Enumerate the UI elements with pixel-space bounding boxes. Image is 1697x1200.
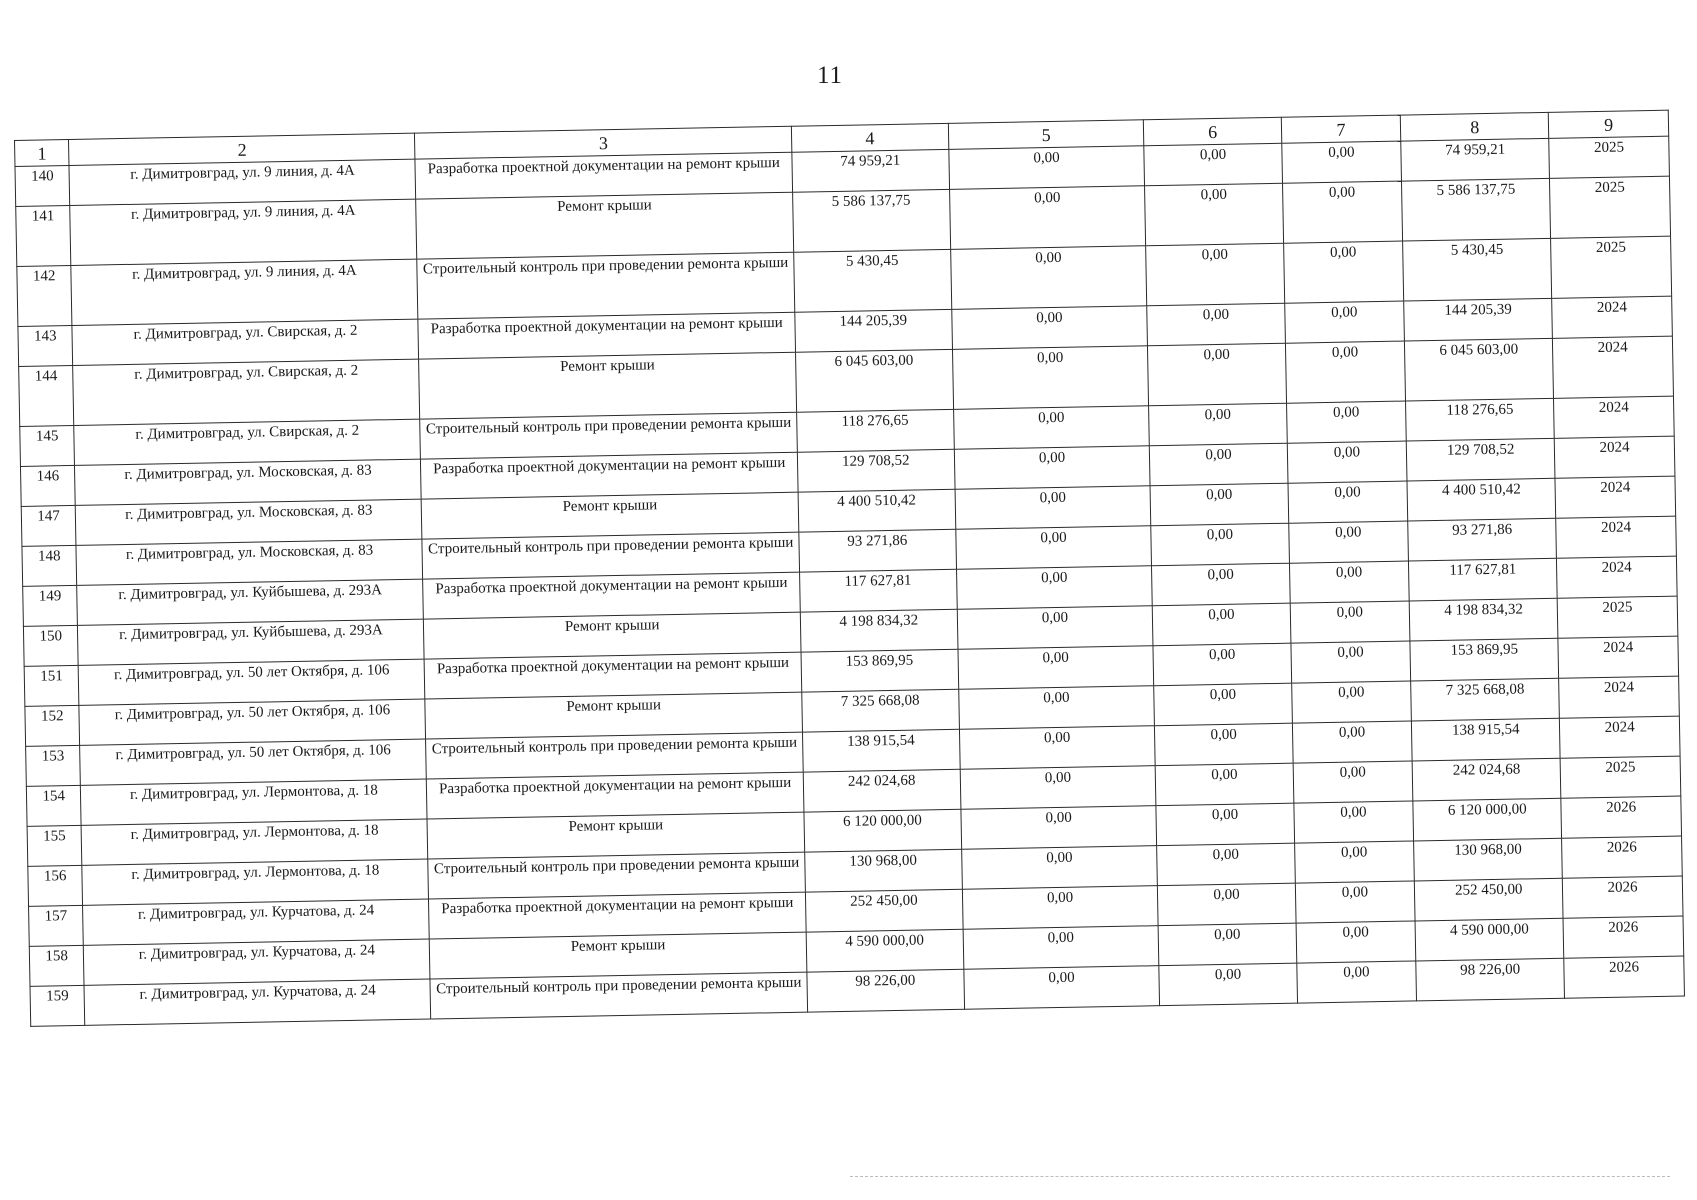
total-cost-cell: 252 450,00: [805, 889, 962, 932]
address-cell: г. Димитровград, ул. Московская, д. 83: [76, 539, 423, 585]
regional-budget-cell: 0,00: [1147, 303, 1285, 346]
year-cell: 2024: [1558, 636, 1678, 678]
work-type-cell: Ремонт крыши: [416, 192, 794, 259]
owners-funds-cell: 6 120 000,00: [1413, 798, 1562, 841]
row-number: 143: [18, 325, 73, 366]
fund-cell: 0,00: [950, 245, 1147, 309]
total-cost-cell: 117 627,81: [799, 569, 956, 612]
address-cell: г. Димитровград, ул. Куйбышева, д. 293А: [77, 579, 424, 625]
row-number: 144: [19, 365, 74, 426]
regional-budget-cell: 0,00: [1155, 723, 1293, 766]
fund-cell: 0,00: [951, 305, 1148, 349]
local-budget-cell: 0,00: [1294, 841, 1414, 883]
owners-funds-cell: 138 915,54: [1412, 718, 1561, 761]
total-cost-cell: 4 198 834,32: [800, 609, 957, 652]
repair-schedule-table: [14, 110, 1685, 1027]
row-number: 147: [21, 505, 76, 546]
local-budget-cell: 0,00: [1295, 881, 1415, 923]
address-cell: г. Димитровград, ул. 9 линия, д. 4А: [70, 199, 417, 265]
column-header-4: 4: [791, 123, 948, 152]
year-cell: 2024: [1556, 516, 1676, 558]
fund-cell: 0,00: [959, 725, 1156, 769]
local-budget-cell: 0,00: [1296, 921, 1416, 963]
total-cost-cell: 5 430,45: [794, 249, 952, 312]
row-number: 158: [29, 945, 84, 986]
local-budget-cell: 0,00: [1281, 141, 1401, 183]
year-cell: 2026: [1563, 876, 1683, 918]
address-cell: г. Димитровград, ул. 50 лет Октября, д. 106: [79, 659, 426, 705]
column-header-3: 3: [415, 126, 792, 159]
owners-funds-cell: 4 590 000,00: [1415, 918, 1564, 961]
row-number: 145: [20, 425, 75, 466]
work-type-cell: Строительный контроль при проведении ремонта крыши: [417, 252, 795, 319]
table-body: [15, 136, 1684, 1026]
total-cost-cell: 4 400 510,42: [798, 489, 955, 532]
year-cell: 2026: [1562, 836, 1682, 878]
fund-cell: 0,00: [963, 965, 1160, 1009]
year-cell: 2025: [1550, 176, 1671, 238]
fund-cell: 0,00: [958, 685, 1155, 729]
fund-cell: 0,00: [956, 565, 1153, 609]
local-budget-cell: 0,00: [1284, 301, 1404, 343]
year-cell: 2024: [1560, 716, 1680, 758]
local-budget-cell: 0,00: [1285, 341, 1406, 403]
owners-funds-cell: 7 325 668,08: [1411, 678, 1560, 721]
local-budget-cell: 0,00: [1291, 681, 1411, 723]
table-container: [14, 110, 1685, 1027]
year-cell: 2024: [1552, 296, 1672, 338]
address-cell: г. Димитровград, ул. Свирская, д. 2: [72, 319, 419, 365]
work-type-cell: Ремонт крыши: [425, 692, 802, 739]
owners-funds-cell: 117 627,81: [1409, 558, 1558, 601]
address-cell: г. Димитровград, ул. Лермонтова, д. 18: [81, 819, 428, 865]
regional-budget-cell: 0,00: [1152, 563, 1290, 606]
total-cost-cell: 129 708,52: [797, 449, 954, 492]
regional-budget-cell: 0,00: [1148, 343, 1286, 406]
fund-cell: 0,00: [957, 605, 1154, 649]
total-cost-cell: 98 226,00: [807, 969, 964, 1012]
address-cell: г. Димитровград, ул. Курчатова, д. 24: [84, 939, 431, 985]
regional-budget-cell: 0,00: [1151, 523, 1289, 566]
row-number: 157: [29, 905, 84, 946]
owners-funds-cell: 98 226,00: [1416, 958, 1565, 1001]
fund-cell: 0,00: [948, 145, 1145, 189]
address-cell: г. Димитровград, ул. 50 лет Октября, д. 106: [79, 699, 426, 745]
owners-funds-cell: 4 400 510,42: [1407, 478, 1556, 521]
address-cell: г. Димитровград, ул. Московская, д. 83: [75, 459, 422, 505]
column-header-7: 7: [1281, 115, 1401, 143]
fund-cell: 0,00: [953, 405, 1150, 449]
column-header-9: 9: [1549, 110, 1669, 138]
owners-funds-cell: 74 959,21: [1401, 138, 1550, 181]
fund-cell: 0,00: [955, 485, 1152, 529]
year-cell: 2026: [1561, 796, 1681, 838]
total-cost-cell: 153 869,95: [801, 649, 958, 692]
address-cell: г. Димитровград, ул. Свирская, д. 2: [74, 419, 421, 465]
owners-funds-cell: 153 869,95: [1410, 638, 1559, 681]
row-number: 151: [24, 665, 79, 706]
local-budget-cell: 0,00: [1293, 761, 1413, 803]
regional-budget-cell: 0,00: [1150, 443, 1288, 486]
total-cost-cell: 93 271,86: [799, 529, 956, 572]
year-cell: 2025: [1557, 596, 1677, 638]
work-type-cell: Строительный контроль при проведении ремонта крыши: [430, 972, 807, 1019]
regional-budget-cell: 0,00: [1144, 143, 1282, 186]
work-type-cell: Ремонт крыши: [422, 492, 799, 539]
total-cost-cell: 242 024,68: [803, 769, 960, 812]
regional-budget-cell: 0,00: [1151, 483, 1289, 526]
regional-budget-cell: 0,00: [1149, 403, 1287, 446]
fund-cell: 0,00: [960, 765, 1157, 809]
column-header-8: 8: [1401, 112, 1549, 140]
total-cost-cell: 130 968,00: [805, 849, 962, 892]
owners-funds-cell: 5 586 137,75: [1402, 178, 1551, 241]
local-budget-cell: 0,00: [1290, 601, 1410, 643]
work-type-cell: Ремонт крыши: [430, 932, 807, 979]
fund-cell: 0,00: [958, 645, 1155, 689]
local-budget-cell: 0,00: [1286, 401, 1406, 443]
regional-budget-cell: 0,00: [1153, 643, 1291, 686]
row-number: 146: [20, 465, 75, 506]
address-cell: г. Димитровград, ул. Свирская, д. 2: [73, 359, 420, 425]
year-cell: 2024: [1553, 336, 1674, 398]
regional-budget-cell: 0,00: [1153, 603, 1291, 646]
address-cell: г. Димитровград, ул. Лермонтова, д. 18: [81, 779, 428, 825]
row-number: 153: [26, 745, 81, 786]
row-number: 154: [26, 785, 81, 826]
owners-funds-cell: 5 430,45: [1403, 238, 1552, 301]
address-cell: г. Димитровград, ул. Курчатова, д. 24: [83, 899, 430, 945]
total-cost-cell: 6 120 000,00: [804, 809, 961, 852]
work-type-cell: Разработка проектной документации на ремонт крыши: [421, 452, 798, 499]
total-cost-cell: 5 586 137,75: [793, 189, 951, 252]
address-cell: г. Димитровград, ул. Куйбышева, д. 293А: [78, 619, 425, 665]
owners-funds-cell: 130 968,00: [1414, 838, 1563, 881]
page-number: 11: [816, 62, 844, 89]
owners-funds-cell: 118 276,65: [1406, 398, 1555, 441]
work-type-cell: Разработка проектной документации на ремонт крыши: [425, 652, 802, 699]
work-type-cell: Ремонт крыши: [419, 352, 797, 419]
address-cell: г. Димитровград, ул. Московская, д. 83: [76, 499, 423, 545]
local-budget-cell: 0,00: [1296, 961, 1416, 1003]
address-cell: г. Димитровград, ул. 9 линия, д. 4А: [69, 159, 416, 205]
local-budget-cell: 0,00: [1282, 181, 1403, 243]
local-budget-cell: 0,00: [1293, 801, 1413, 843]
year-cell: 2024: [1557, 556, 1677, 598]
row-number: 155: [27, 825, 82, 866]
year-cell: 2026: [1564, 956, 1684, 998]
row-number: 159: [30, 985, 85, 1026]
row-number: 148: [22, 545, 77, 586]
year-cell: 2025: [1551, 236, 1672, 298]
fund-cell: 0,00: [961, 805, 1158, 849]
year-cell: 2024: [1554, 396, 1674, 438]
owners-funds-cell: 6 045 603,00: [1405, 338, 1554, 401]
fund-cell: 0,00: [963, 925, 1160, 969]
column-header-5: 5: [948, 120, 1144, 149]
local-budget-cell: 0,00: [1292, 721, 1412, 763]
year-cell: 2026: [1563, 916, 1683, 958]
work-type-cell: Разработка проектной документации на ремонт крыши: [423, 572, 800, 619]
work-type-cell: Разработка проектной документации на ремонт крыши: [418, 312, 795, 359]
regional-budget-cell: 0,00: [1154, 683, 1292, 726]
total-cost-cell: 7 325 668,08: [802, 689, 959, 732]
row-number: 152: [25, 705, 80, 746]
year-cell: 2024: [1554, 436, 1674, 478]
regional-budget-cell: 0,00: [1158, 883, 1296, 926]
owners-funds-cell: 242 024,68: [1412, 758, 1561, 801]
year-cell: 2025: [1549, 136, 1669, 178]
fund-cell: 0,00: [952, 345, 1149, 409]
row-number: 141: [16, 205, 71, 266]
total-cost-cell: 74 959,21: [792, 149, 949, 192]
row-number: 140: [15, 165, 70, 206]
regional-budget-cell: 0,00: [1145, 183, 1283, 246]
regional-budget-cell: 0,00: [1157, 843, 1295, 886]
year-cell: 2024: [1555, 476, 1675, 518]
row-number: 149: [23, 585, 78, 626]
local-budget-cell: 0,00: [1283, 241, 1404, 303]
year-cell: 2024: [1559, 676, 1679, 718]
owners-funds-cell: 144 205,39: [1404, 298, 1553, 341]
total-cost-cell: 138 915,54: [802, 729, 959, 772]
address-cell: г. Димитровград, ул. Курчатова, д. 24: [84, 979, 431, 1025]
work-type-cell: Строительный контроль при проведении ремонта крыши: [428, 852, 805, 899]
fund-cell: 0,00: [962, 885, 1159, 929]
owners-funds-cell: 129 708,52: [1407, 438, 1556, 481]
work-type-cell: Разработка проектной документации на ремонт крыши: [415, 152, 792, 199]
local-budget-cell: 0,00: [1287, 441, 1407, 483]
total-cost-cell: 118 276,65: [797, 409, 954, 452]
work-type-cell: Строительный контроль при проведении ремонта крыши: [420, 412, 797, 459]
regional-budget-cell: 0,00: [1156, 803, 1294, 846]
address-cell: г. Димитровград, ул. 50 лет Октября, д. 106: [80, 739, 427, 785]
work-type-cell: Разработка проектной документации на ремонт крыши: [429, 892, 806, 939]
row-number: 150: [23, 625, 78, 666]
work-type-cell: Строительный контроль при проведении ремонта крыши: [422, 532, 799, 579]
column-header-6: 6: [1144, 117, 1282, 145]
column-header-2: 2: [69, 133, 415, 165]
owners-funds-cell: 93 271,86: [1408, 518, 1557, 561]
regional-budget-cell: 0,00: [1146, 243, 1284, 306]
fund-cell: 0,00: [949, 185, 1146, 249]
owners-funds-cell: 4 198 834,32: [1409, 598, 1558, 641]
address-cell: г. Димитровград, ул. Лермонтова, д. 18: [82, 859, 429, 905]
local-budget-cell: 0,00: [1288, 481, 1408, 523]
total-cost-cell: 6 045 603,00: [795, 349, 953, 412]
fund-cell: 0,00: [955, 525, 1152, 569]
year-cell: 2025: [1560, 756, 1680, 798]
fund-cell: 0,00: [961, 845, 1158, 889]
regional-budget-cell: 0,00: [1156, 763, 1294, 806]
row-number: 156: [28, 865, 83, 906]
scan-artifact-line: [850, 1176, 1670, 1179]
address-cell: г. Димитровград, ул. 9 линия, д. 4А: [71, 259, 418, 325]
total-cost-cell: 4 590 000,00: [806, 929, 963, 972]
work-type-cell: Ремонт крыши: [427, 812, 804, 859]
regional-budget-cell: 0,00: [1159, 923, 1297, 966]
work-type-cell: Строительный контроль при проведении ремонта крыши: [426, 732, 803, 779]
local-budget-cell: 0,00: [1291, 641, 1411, 683]
fund-cell: 0,00: [954, 445, 1151, 489]
local-budget-cell: 0,00: [1289, 561, 1409, 603]
work-type-cell: Разработка проектной документации на ремонт крыши: [427, 772, 804, 819]
owners-funds-cell: 252 450,00: [1415, 878, 1564, 921]
row-number: 142: [17, 265, 72, 326]
column-header-1: 1: [15, 139, 70, 166]
regional-budget-cell: 0,00: [1159, 963, 1297, 1006]
local-budget-cell: 0,00: [1288, 521, 1408, 563]
work-type-cell: Ремонт крыши: [424, 612, 801, 659]
total-cost-cell: 144 205,39: [795, 309, 952, 352]
